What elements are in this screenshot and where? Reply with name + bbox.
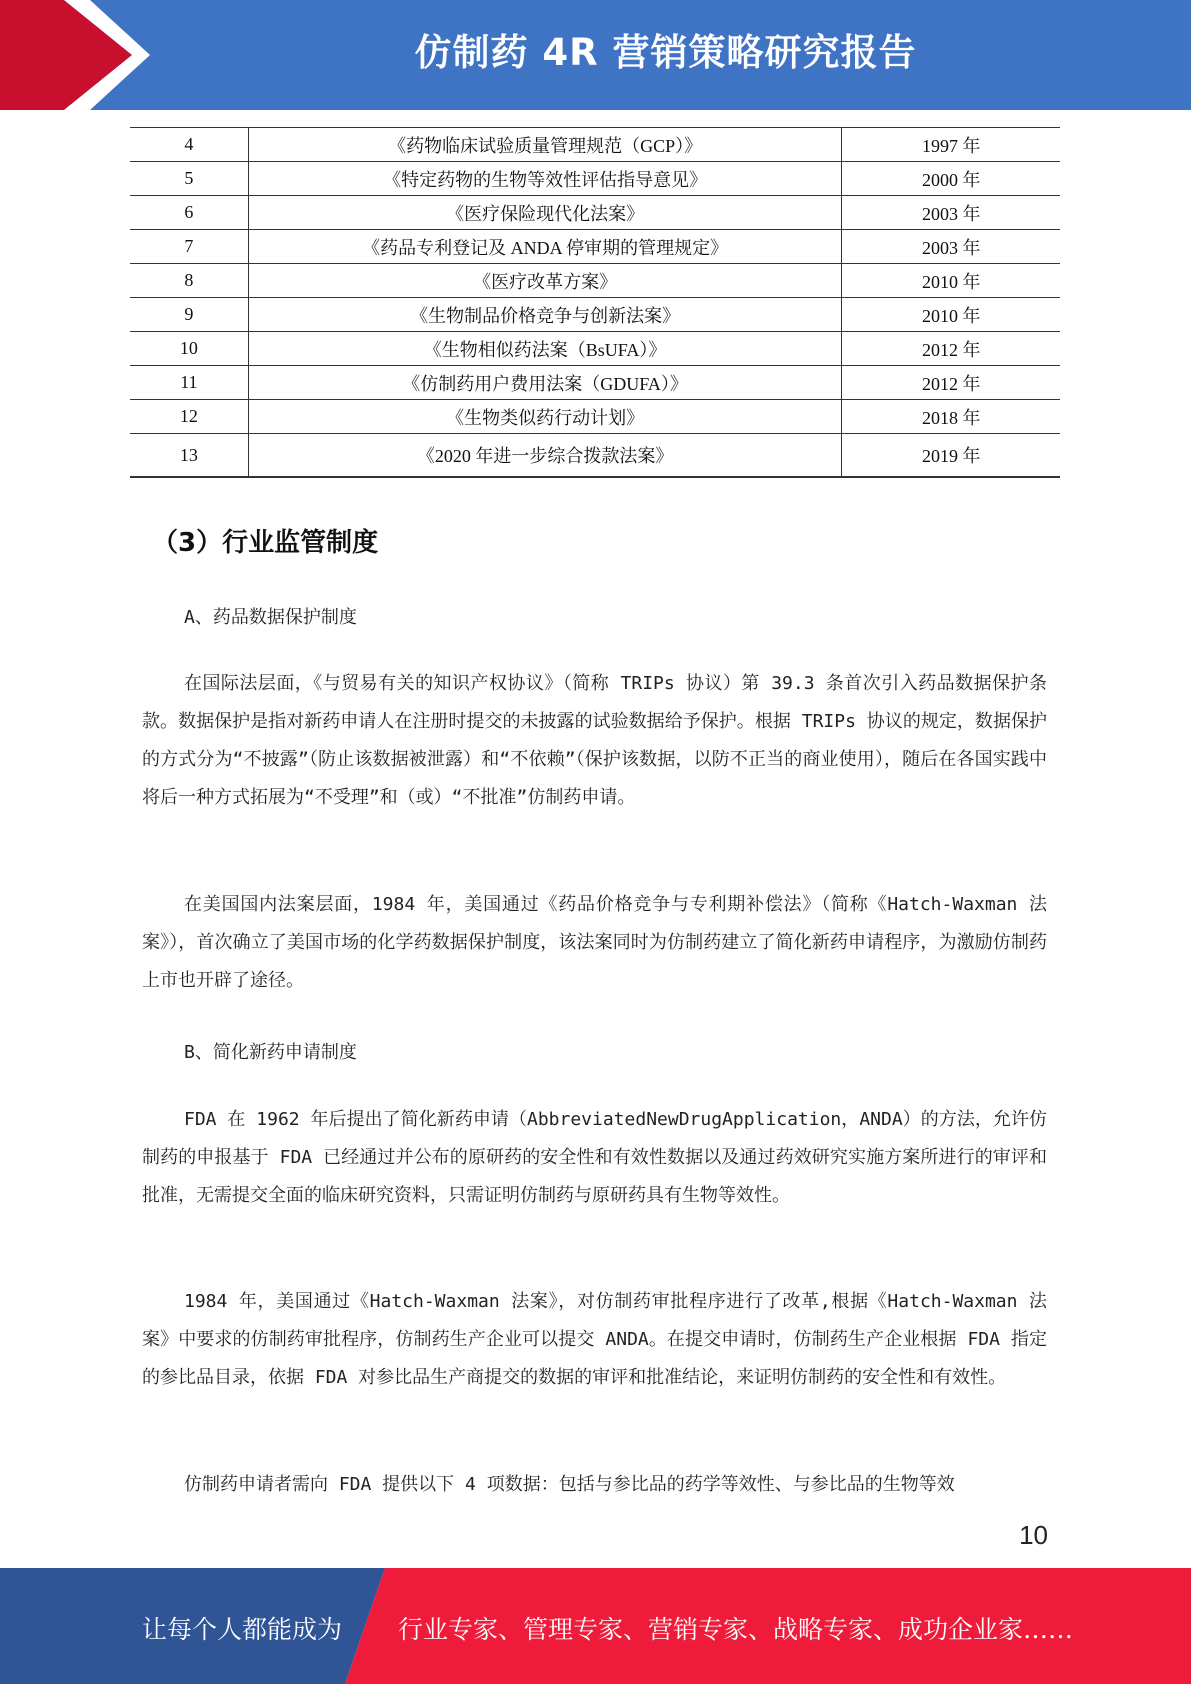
row-number: 6 bbox=[130, 196, 248, 230]
table-row bbox=[130, 400, 1060, 434]
header-banner bbox=[0, 0, 1191, 110]
regulation-year: 2018 年 bbox=[842, 400, 1060, 434]
table-row bbox=[130, 434, 1060, 478]
table-row bbox=[130, 264, 1060, 298]
paragraph-generic-applicant: 仿制药申请者需向 FDA 提供以下 4 项数据：包括与参比品的药学等效性、与参比品的生物等效 bbox=[184, 1474, 955, 1495]
regulation-year: 2012 年 bbox=[842, 332, 1060, 366]
row-number: 13 bbox=[130, 434, 248, 478]
page-number: 10 bbox=[1019, 1520, 1048, 1550]
row-number: 5 bbox=[130, 162, 248, 196]
regulation-name: 《医疗改革方案》 bbox=[248, 264, 842, 298]
footer-slogan-left: 让每个人都能成为 bbox=[142, 1615, 343, 1644]
table-row bbox=[130, 332, 1060, 366]
row-number: 10 bbox=[130, 332, 248, 366]
row-number: 8 bbox=[130, 264, 248, 298]
regulation-name: 《生物相似药法案（BsUFA）》 bbox=[248, 332, 842, 366]
table-row bbox=[130, 230, 1060, 264]
regulation-year: 2010 年 bbox=[842, 298, 1060, 332]
regulation-year: 1997 年 bbox=[842, 128, 1060, 162]
table-row bbox=[130, 128, 1060, 162]
row-number: 12 bbox=[130, 400, 248, 434]
regulation-year: 2012 年 bbox=[842, 366, 1060, 400]
table-row bbox=[130, 162, 1060, 196]
legislation-table bbox=[130, 127, 1060, 478]
regulation-year: 2003 年 bbox=[842, 230, 1060, 264]
regulation-name: 《生物制品价格竞争与创新法案》 bbox=[248, 298, 842, 332]
row-number: 7 bbox=[130, 230, 248, 264]
subheading-anda: B、简化新药申请制度 bbox=[184, 1042, 357, 1063]
regulation-name: 《仿制药用户费用法案（GDUFA）》 bbox=[248, 366, 842, 400]
paragraph-hatch-waxman-reform: 1984 年，美国通过《Hatch-Waxman 法案》，对仿制药审批程序进行了改革,根据《Hatch-Waxman 法案》中要求的仿制药审批程序，仿制药生产企业可以提交 ANDA。在提交申请时，仿制药生产企业根据 FDA 指定的参比品目录，依据 FDA 对参比品生产商提交的数据的审评和批准结论，来证明仿制药的安全性和有效性。 bbox=[142, 1291, 1047, 1388]
regulation-year: 2003 年 bbox=[842, 196, 1060, 230]
regulation-name: 《药品专利登记及 ANDA 停审期的管理规定》 bbox=[248, 230, 842, 264]
regulation-name: 《药物临床试验质量管理规范（GCP）》 bbox=[248, 128, 842, 162]
table-row bbox=[130, 196, 1060, 230]
paragraph-hatch-waxman: 在美国国内法案层面，1984 年，美国通过《药品价格竞争与专利期补偿法》（简称《Hatch-Waxman 法案》），首次确立了美国市场的化学药数据保护制度，该法案同时为仿制药建立了简化新药申请程序，为激励仿制药上市也开辟了途径。 bbox=[142, 894, 1047, 991]
paragraph-trips: 在国际法层面，《与贸易有关的知识产权协议》（简称 TRIPs 协议）第 39.3 条首次引入药品数据保护条款。数据保护是指对新药申请人在注册时提交的未披露的试验数据给予保护。根据 TRIPs 协议的规定，数据保护的方式分为“不披露”（防止该数据被泄露）和“不依赖”（保护该数据，以防不正当的商业使用），随后在各国实践中将后一种方式拓展为“不受理”和（或）“不批准”仿制药申请。 bbox=[142, 673, 1047, 808]
table-row bbox=[130, 366, 1060, 400]
table-row bbox=[130, 298, 1060, 332]
subheading-data-protection: A、药品数据保护制度 bbox=[184, 607, 357, 628]
row-number: 4 bbox=[130, 128, 248, 162]
row-number: 11 bbox=[130, 366, 248, 400]
regulation-name: 《特定药物的生物等效性评估指导意见》 bbox=[248, 162, 842, 196]
row-number: 9 bbox=[130, 298, 248, 332]
regulation-year: 2010 年 bbox=[842, 264, 1060, 298]
regulation-name: 《生物类似药行动计划》 bbox=[248, 400, 842, 434]
regulation-year: 2019 年 bbox=[842, 434, 1060, 478]
footer-banner bbox=[0, 1568, 1191, 1684]
regulation-name: 《2020 年进一步综合拨款法案》 bbox=[248, 434, 842, 478]
section-heading: （3）行业监管制度 bbox=[152, 528, 379, 558]
regulation-name: 《医疗保险现代化法案》 bbox=[248, 196, 842, 230]
paragraph-anda: FDA 在 1962 年后提出了简化新药申请（AbbreviatedNewDrugApplication，ANDA）的方法，允许仿制药的申报基于 FDA 已经通过并公布的原研药的安全性和有效性数据以及通过药效研究实施方案所进行的审评和批准，无需提交全面的临床研究资料，只需证明仿制药与原研药具有生物等效性。 bbox=[142, 1109, 1047, 1206]
footer-slogan-right: 行业专家、管理专家、营销专家、战略专家、成功企业家…… bbox=[398, 1615, 1074, 1644]
document-title: 仿制药 4R 营销策略研究报告 bbox=[414, 31, 917, 74]
regulation-year: 2000 年 bbox=[842, 162, 1060, 196]
